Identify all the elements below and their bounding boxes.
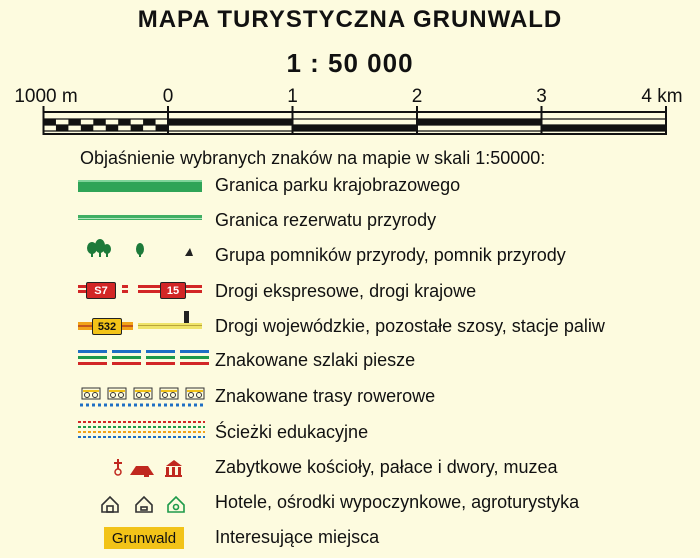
express-road-badge: S7	[86, 282, 116, 299]
legend-label-monuments: Grupa pomników przyrody, pomnik przyrody	[215, 245, 566, 265]
scale-bar-subsegment-9	[156, 125, 168, 131]
scale-bar-segment-0	[168, 119, 293, 125]
scale-ratio: 1 : 50 000	[286, 48, 414, 78]
scale-tick-label: 0	[162, 86, 174, 107]
map-title: MAPA TURYSTYCZNA GRUNWALD	[137, 6, 563, 33]
scale-bar-segment-2	[417, 119, 542, 125]
scale-bar-subsegment-1	[56, 125, 68, 131]
educational-paths	[78, 422, 205, 437]
scale-tick-label: 3	[536, 86, 547, 107]
scale-bar-subsegment-6	[118, 119, 130, 125]
tree-monument-icons	[87, 239, 193, 257]
church-palace-museum-icons	[114, 459, 182, 477]
legend-label-education: Ścieżki edukacyjne	[215, 422, 369, 442]
legend-label-reserve: Granica rezerwatu przyrody	[215, 210, 437, 230]
scale-bar-subsegment-4	[93, 119, 105, 125]
voivodeship-road-badge: 532	[92, 318, 122, 335]
legend-label-hiking: Znakowane szlaki piesze	[215, 350, 416, 370]
legend-label-park: Granica parku krajobrazowego	[215, 175, 461, 195]
scale-bar-subsegment-3	[81, 125, 93, 131]
scale-tick-label: 4 km	[641, 86, 683, 107]
legend-label-places: Interesujące miejsca	[215, 527, 380, 547]
scale-bar-subsegment-5	[106, 125, 118, 131]
scale-bar-subsegment-7	[131, 125, 143, 131]
legend-label-cycling: Znakowane trasy rowerowe	[215, 386, 436, 406]
legend-label-express-roads: Drogi ekspresowe, drogi krajowe	[215, 281, 477, 301]
scale-bar-segment-3	[542, 125, 667, 131]
legend-label-voivodeship-roads: Drogi wojewódzkie, pozostałe szosy, stacje paliw	[215, 316, 605, 336]
marked-hiking-trails	[78, 350, 209, 365]
scale-bar	[0, 0, 700, 140]
scale-tick-label: 2	[411, 86, 423, 107]
scale-tick-label: 1000 m	[14, 86, 78, 107]
hotel-resort-agritourism-icons	[102, 497, 184, 512]
legend-symbols	[0, 170, 210, 530]
legend-label-heritage: Zabytkowe kościoły, pałace i dwory, muzea	[215, 457, 558, 477]
national-road-badge: 15	[160, 282, 186, 299]
scale-bar-subsegment-2	[68, 119, 80, 125]
marked-bicycle-routes	[80, 388, 205, 405]
scale-bar-subsegment-8	[143, 119, 155, 125]
scale-tick-label: 1	[287, 86, 298, 107]
scale-bar-segment-1	[293, 125, 418, 131]
scale-bar-subsegment-0	[44, 119, 56, 125]
landscape-park-border-band	[78, 180, 202, 192]
legend-heading: Objaśnienie wybranych znaków na mapie w skali 1:50000:	[80, 148, 546, 168]
place-name-highlight: Grunwald	[104, 527, 184, 549]
nature-reserve-border-line	[78, 215, 202, 220]
legend-label-hotels: Hotele, ośrodki wypoczynkowe, agroturystyka	[215, 492, 580, 512]
